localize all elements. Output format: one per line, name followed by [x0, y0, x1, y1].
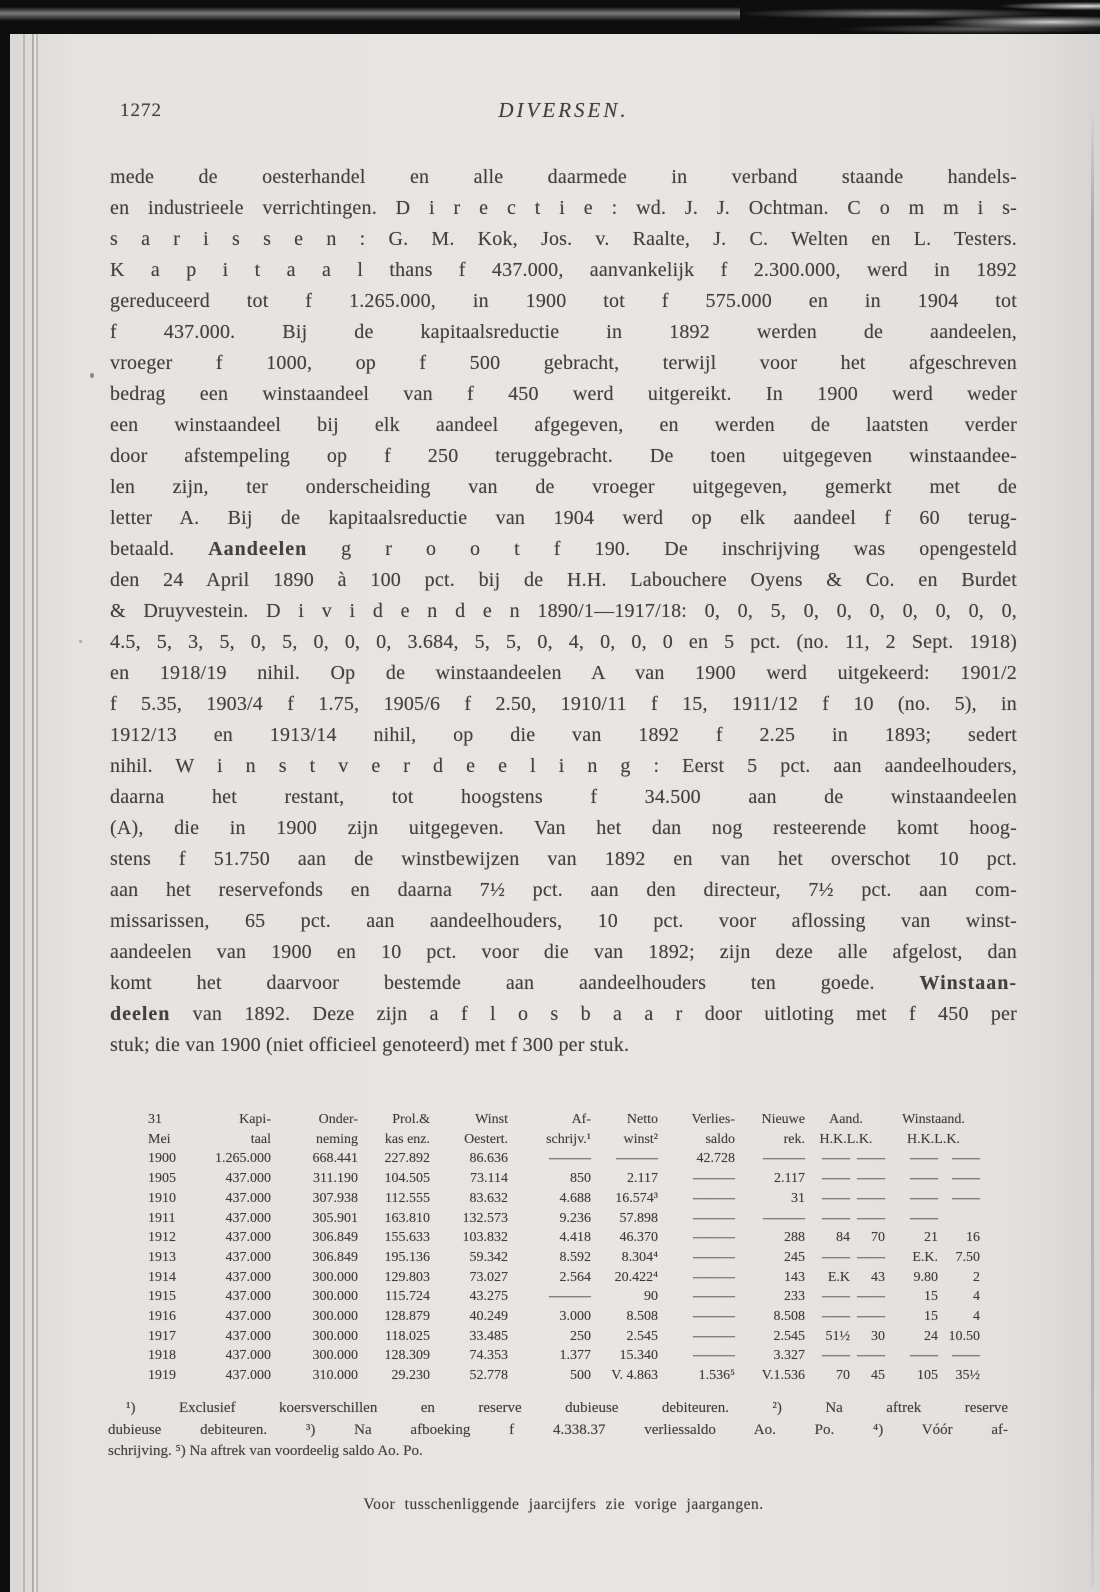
- table-row: [146, 1287, 982, 1307]
- table-cell: 45: [871, 1368, 885, 1384]
- table-cell: 300.000: [312, 1348, 358, 1364]
- table-cell: 437.000: [225, 1309, 271, 1325]
- paragraph-line: [110, 689, 1017, 720]
- table-cell: 4.418: [559, 1230, 591, 1246]
- line-text: mede de oesterhandel en alle daarmede in verband staande handels-: [110, 166, 1017, 188]
- line-text: g r o o t f 190. De inschrijving was opengesteld: [307, 538, 1017, 560]
- paragraph-line: [110, 999, 1017, 1030]
- binding-crease: [23, 34, 49, 1592]
- paragraph-line: [110, 875, 1017, 906]
- table-cell: 20.422⁴: [614, 1269, 658, 1285]
- running-title: DIVERSEN.: [498, 98, 629, 122]
- table-header-cell: Nieuwe: [761, 1112, 805, 1127]
- line-text: letter A. Bij de kapitaalsreductie van 1904 werd op elk aandeel f 60 terug-: [110, 507, 1017, 529]
- table-header-cell: taal: [250, 1131, 271, 1147]
- table-cell: 437.000: [225, 1328, 271, 1344]
- table-cell: 1917: [148, 1328, 176, 1344]
- table-cell: 73.114: [470, 1171, 508, 1187]
- table-header-cell: Aand.: [829, 1112, 863, 1127]
- page-edges-curl-highlights: [690, 0, 1100, 34]
- table-header-cell: neming: [316, 1131, 358, 1147]
- table-cell: ———: [763, 1210, 805, 1226]
- table-cell: ——: [952, 1190, 980, 1206]
- table-header-cell: rek.: [783, 1131, 805, 1147]
- table-cell: ———: [693, 1210, 735, 1226]
- table-cell: ———: [693, 1249, 735, 1265]
- table-cell: 1.265.000: [215, 1151, 271, 1167]
- table-cell: ——: [910, 1171, 938, 1187]
- table-cell: 8.508: [773, 1309, 805, 1325]
- table-cell: 300.000: [312, 1309, 358, 1325]
- table-cell: ——: [952, 1171, 980, 1187]
- scanned-book-page: [10, 34, 1100, 1592]
- table-cell: ——: [822, 1249, 850, 1265]
- table-cell: 70: [836, 1368, 850, 1384]
- table-cell: ———: [693, 1289, 735, 1305]
- table-cell: 1913: [148, 1249, 176, 1265]
- table-cell: 437.000: [225, 1269, 271, 1285]
- table-row: [146, 1366, 982, 1386]
- table-cell: 128.309: [384, 1348, 430, 1364]
- paragraph-line: [110, 1030, 1017, 1061]
- line-text: vroeger f 1000, op f 500 gebracht, terwijl voor het afgeschreven: [110, 352, 1017, 374]
- table-row: [146, 1189, 982, 1209]
- line-text: nihil. W i n s t v e r d e e l i n g : Eerst 5 pct. aan aandeelhouders,: [110, 755, 1017, 777]
- table-row: [146, 1327, 982, 1347]
- table-cell: 437.000: [225, 1249, 271, 1265]
- table-cell: 90: [644, 1289, 658, 1305]
- table-cell: 155.633: [384, 1230, 430, 1246]
- line-text: bedrag een winstaandeel van f 450 werd uitgereikt. In 1900 werd weder: [110, 383, 1017, 405]
- line-bold-text: deelen: [110, 1003, 171, 1025]
- table-header-cell: Winst: [475, 1112, 508, 1127]
- paragraph-line: [110, 782, 1017, 813]
- line-text: missarissen, 65 pct. aan aandeelhouders, 10 pct. voor aflossing van winst-: [110, 910, 1017, 932]
- table-cell: 306.849: [312, 1230, 358, 1246]
- table-cell: ——: [910, 1348, 938, 1364]
- table-cell: ———: [693, 1348, 735, 1364]
- table-cell: 3.327: [773, 1348, 805, 1364]
- table-cell: 103.832: [462, 1230, 508, 1246]
- table-cell: 10.50: [948, 1328, 980, 1344]
- table-header-cell: Kapi-: [239, 1112, 271, 1127]
- table-cell: 24: [924, 1328, 938, 1344]
- footnote-line: ¹) Exclusief koersverschillen en reserve dubieuse debiteuren. ²) Na aftrek reserve: [126, 1400, 1008, 1416]
- table-cell: 15.340: [619, 1348, 658, 1364]
- paragraph-line: [110, 503, 1017, 534]
- table-header-cell: winst²: [623, 1131, 658, 1147]
- table-cell: 668.441: [312, 1151, 358, 1167]
- table-cell: 300.000: [312, 1289, 358, 1305]
- table-cell: 500: [570, 1368, 591, 1384]
- table-header-row: [146, 1130, 982, 1150]
- table-cell: 33.485: [469, 1328, 508, 1344]
- line-text: van 1892. Deze zijn a f l o s b a a r door uitloting met f 450 per: [170, 1003, 1017, 1025]
- table-cell: 245: [784, 1249, 805, 1265]
- paragraph-line: [110, 813, 1017, 844]
- paragraph-line: [110, 627, 1017, 658]
- financial-table: [146, 1110, 982, 1386]
- table-row: [146, 1228, 982, 1248]
- table-cell: 4.688: [559, 1190, 591, 1206]
- table-cell: 57.898: [619, 1210, 658, 1226]
- line-text: en 1918/19 nihil. Op de winstaandeelen A van 1900 werd uitgekeerd: 1901/2: [110, 662, 1017, 684]
- table-row: [146, 1346, 982, 1366]
- line-text: f 5.35, 1903/4 f 1.75, 1905/6 f 2.50, 1910/11 f 15, 1911/12 f 10 (no. 5), in: [110, 693, 1017, 715]
- table-cell: 300.000: [312, 1328, 358, 1344]
- table-header-cell: Prol.&: [392, 1112, 430, 1127]
- paragraph-line: [110, 193, 1017, 224]
- table-cell: 1916: [148, 1309, 176, 1325]
- table-cell: ——: [910, 1151, 938, 1167]
- footnote-line: schrijving. ⁵) Na aftrek van voordeelig saldo Ao. Po.: [108, 1443, 423, 1459]
- table-cell: 195.136: [384, 1249, 430, 1265]
- table-cell: ——: [857, 1348, 885, 1364]
- table-cell: 30: [871, 1328, 885, 1344]
- table-cell: 3.000: [559, 1309, 591, 1325]
- paragraph-line: [110, 410, 1017, 441]
- table-header-cell: Mei: [148, 1131, 171, 1147]
- table-cell: 1900: [148, 1151, 176, 1167]
- line-text: gereduceerd tot f 1.265.000, in 1900 tot f 575.000 en in 1904 tot: [110, 290, 1017, 312]
- line-text: en industrieele verrichtingen. D i r e c t i e : wd. J. J. Ochtman. C o m m i s-: [110, 197, 1017, 219]
- paragraph-line: [110, 937, 1017, 968]
- table-cell: 129.803: [384, 1269, 430, 1285]
- table-header-cell: schrijv.¹: [546, 1131, 591, 1147]
- table-cell: 1914: [148, 1269, 176, 1285]
- table-cell: 7.50: [955, 1249, 980, 1265]
- line-text: komt het daarvoor bestemde aan aandeelhouders ten goede.: [110, 972, 920, 994]
- table-cell: 163.810: [384, 1210, 430, 1226]
- table-cell: 104.505: [384, 1171, 430, 1187]
- table-cell: ——: [822, 1190, 850, 1206]
- paragraph-line: [110, 317, 1017, 348]
- paragraph-line: [110, 162, 1017, 193]
- line-bold-text: Aandeelen: [208, 538, 308, 560]
- table-header-cell: H.K.L.K.: [907, 1131, 960, 1147]
- ink-speck: [79, 640, 82, 643]
- table-cell: 43: [871, 1269, 885, 1285]
- table-cell: 73.027: [469, 1269, 508, 1285]
- table-cell: 115.724: [385, 1289, 430, 1305]
- table-cell: 21: [924, 1230, 938, 1246]
- table-cell: 52.778: [469, 1368, 508, 1384]
- table-cell: 59.342: [469, 1249, 508, 1265]
- continuation-note: Voor tusschenliggende jaarcijfers zie vorige jaargangen.: [363, 1496, 764, 1513]
- line-bold-text: Winstaan-: [919, 972, 1017, 994]
- line-text: 1912/13 en 1913/14 nihil, op die van 1892 f 2.25 in 1893; sedert: [110, 724, 1017, 746]
- table-cell: 2.545: [626, 1328, 658, 1344]
- table-cell: 850: [570, 1171, 591, 1187]
- table-row: [146, 1209, 982, 1229]
- table-cell: 86.636: [469, 1151, 508, 1167]
- line-text: door afstempeling op f 250 teruggebracht. De toen uitgegeven winstaandee-: [110, 445, 1017, 467]
- table-cell: ———: [763, 1151, 805, 1167]
- table-header-cell: Onder-: [318, 1112, 358, 1127]
- table-row: [146, 1248, 982, 1268]
- table-cell: V.1.536: [761, 1368, 805, 1384]
- table-cell: 42.728: [696, 1151, 735, 1167]
- table-cell: ——: [952, 1151, 980, 1167]
- table-cell: 9.80: [913, 1269, 938, 1285]
- table-cell: 437.000: [225, 1289, 271, 1305]
- page-right-edge-line: [1091, 106, 1094, 1586]
- table-cell: 31: [791, 1190, 805, 1206]
- table-cell: 250: [570, 1328, 591, 1344]
- table-cell: ——: [822, 1289, 850, 1305]
- table-cell: 16: [966, 1230, 980, 1246]
- table-cell: ——: [910, 1190, 938, 1206]
- table-cell: 40.249: [469, 1309, 508, 1325]
- table-cell: 16.574³: [615, 1190, 658, 1206]
- table-cell: 51½: [825, 1328, 850, 1344]
- table-header-cell: saldo: [705, 1131, 735, 1147]
- footnotes: [108, 1398, 1008, 1463]
- table-row: [146, 1169, 982, 1189]
- paragraph-line: [110, 968, 1017, 999]
- table-cell: 35½: [955, 1368, 980, 1384]
- table-cell: ——: [822, 1309, 850, 1325]
- line-text: betaald.: [110, 538, 209, 560]
- table-header-cell: kas enz.: [384, 1131, 430, 1147]
- table-cell: ——: [822, 1151, 850, 1167]
- table-cell: ———: [693, 1328, 735, 1344]
- table-cell: 46.370: [619, 1230, 658, 1246]
- paragraph-line: [110, 906, 1017, 937]
- paragraph-line: [110, 565, 1017, 596]
- table-cell: ———: [549, 1289, 591, 1305]
- paragraph-line: [110, 441, 1017, 472]
- line-text: daarna het restant, tot hoogstens f 34.500 aan de winstaandeelen: [110, 786, 1017, 808]
- table-cell: E.K: [827, 1269, 850, 1285]
- ink-speck: [90, 373, 94, 378]
- table-cell: ———: [693, 1190, 735, 1206]
- scan-light-streak: [0, 7, 740, 21]
- table-cell: 1.377: [559, 1348, 591, 1364]
- table-cell: 132.573: [462, 1210, 508, 1226]
- table-cell: V. 4.863: [611, 1368, 658, 1384]
- table-cell: 43.275: [469, 1289, 508, 1305]
- table-cell: 437.000: [225, 1190, 271, 1206]
- table-cell: 311.190: [313, 1171, 358, 1187]
- table-cell: 233: [784, 1289, 805, 1305]
- table-cell: 84: [836, 1230, 850, 1246]
- table-cell: ——: [822, 1348, 850, 1364]
- table-row: [146, 1268, 982, 1288]
- table-cell: 70: [871, 1230, 885, 1246]
- table-cell: ——: [857, 1171, 885, 1187]
- table-header-row: [146, 1110, 982, 1130]
- table-cell: ———: [693, 1309, 735, 1325]
- table-cell: 2.117: [627, 1171, 658, 1187]
- table-cell: 9.236: [559, 1210, 591, 1226]
- table-row: [146, 1307, 982, 1327]
- footnote-line: dubieuse debiteuren. ³) Na afboeking f 4.338.37 verliessaldo Ao. Po. ⁴) Vóór af-: [108, 1421, 1008, 1438]
- table-cell: 4: [973, 1309, 980, 1325]
- line-text: aandeelen van 1900 en 10 pct. voor die van 1892; zijn deze alle afgelost, dan: [110, 941, 1017, 963]
- table-cell: 83.632: [469, 1190, 508, 1206]
- paragraph-line: [110, 472, 1017, 503]
- paragraph-line: [110, 379, 1017, 410]
- table-cell: 1912: [148, 1230, 176, 1246]
- paragraph-line: [110, 720, 1017, 751]
- table-cell: ——: [857, 1249, 885, 1265]
- table-row: [146, 1149, 982, 1169]
- table-cell: ———: [693, 1230, 735, 1246]
- paragraph-line: [110, 348, 1017, 379]
- table-cell: ———: [549, 1151, 591, 1167]
- line-text: 4.5, 5, 3, 5, 0, 5, 0, 0, 0, 3.684, 5, 5, 0, 4, 0, 0, 0 en 5 pct. (no. 11, 2 Sept. 1918): [110, 631, 1017, 653]
- table-cell: 105: [917, 1368, 938, 1384]
- table-cell: ——: [857, 1289, 885, 1305]
- table-cell: 118.025: [385, 1328, 430, 1344]
- page-header: [110, 98, 1017, 128]
- table-cell: 143: [784, 1269, 805, 1285]
- table-header-cell: Netto: [626, 1112, 658, 1127]
- paragraph-line: [110, 844, 1017, 875]
- table-cell: ——: [857, 1190, 885, 1206]
- paragraph-line: [110, 596, 1017, 627]
- line-text: f 437.000. Bij de kapitaalsreductie in 1892 werden de aandeelen,: [110, 321, 1017, 343]
- table-cell: ———: [693, 1171, 735, 1187]
- table-cell: 437.000: [225, 1171, 271, 1187]
- table-cell: E.K.: [912, 1249, 938, 1265]
- body-paragraph: [110, 162, 1017, 1061]
- table-header-cell: Winstaand.: [902, 1112, 965, 1127]
- table-cell: 1918: [148, 1348, 176, 1364]
- table-cell: ——: [857, 1309, 885, 1325]
- table-cell: 8.304⁴: [621, 1249, 658, 1265]
- table-cell: 29.230: [391, 1368, 430, 1384]
- table-cell: 112.555: [385, 1190, 430, 1206]
- table-cell: 2.564: [559, 1269, 591, 1285]
- table-cell: 307.938: [312, 1190, 358, 1206]
- paragraph-line: [110, 534, 1017, 565]
- line-text: & Druyvestein. D i v i d e n d e n 1890/1—1917/18: 0, 0, 5, 0, 0, 0, 0, 0, 0, 0,: [110, 600, 1017, 622]
- table-cell: 8.592: [559, 1249, 591, 1265]
- table-cell: 437.000: [225, 1210, 271, 1226]
- paragraph-line: [110, 255, 1017, 286]
- table-cell: ——: [822, 1171, 850, 1187]
- table-cell: 310.000: [312, 1368, 358, 1384]
- table-cell: ———: [616, 1151, 658, 1167]
- line-text: K a p i t a a l thans f 437.000, aanvankelijk f 2.300.000, werd in 1892: [110, 259, 1017, 281]
- table-cell: 2: [973, 1269, 980, 1285]
- table-cell: 227.892: [384, 1151, 430, 1167]
- table-cell: 1919: [148, 1368, 176, 1384]
- table-cell: 1915: [148, 1289, 176, 1305]
- table-cell: 305.901: [312, 1210, 358, 1226]
- table-cell: 1911: [148, 1210, 176, 1226]
- table-header-cell: H.K.L.K.: [819, 1131, 873, 1147]
- table-cell: 1910: [148, 1190, 176, 1206]
- table-cell: 437.000: [225, 1348, 271, 1364]
- table-cell: ——: [857, 1210, 885, 1226]
- table-cell: ——: [857, 1151, 885, 1167]
- table-cell: 8.508: [626, 1309, 658, 1325]
- line-text: len zijn, ter onderscheiding van de vroeger uitgegeven, gemerkt met de: [110, 476, 1017, 498]
- table-cell: 15: [924, 1289, 938, 1305]
- table-cell: 1905: [148, 1171, 176, 1187]
- table-cell: 128.879: [384, 1309, 430, 1325]
- paragraph-line: [110, 286, 1017, 317]
- paragraph-line: [110, 658, 1017, 689]
- table-cell: 1.536⁵: [698, 1368, 735, 1384]
- line-text: (A), die in 1900 zijn uitgegeven. Van het dan nog resteerende komt hoog-: [110, 817, 1017, 839]
- table-cell: ——: [910, 1210, 938, 1226]
- table-cell: ——: [822, 1210, 850, 1226]
- line-text: den 24 April 1890 à 100 pct. bij de H.H. Labouchere Oyens & Co. en Burdet: [110, 569, 1017, 591]
- table-cell: 288: [784, 1230, 805, 1246]
- table-cell: 2.117: [774, 1171, 805, 1187]
- line-text: stuk; die van 1900 (niet officieel genoteerd) met f 300 per stuk.: [110, 1034, 630, 1056]
- table-cell: ———: [693, 1269, 735, 1285]
- table-header-cell: Oestert.: [464, 1131, 508, 1147]
- table-cell: ——: [952, 1348, 980, 1364]
- line-text: stens f 51.750 aan de winstbewijzen van 1892 en van het overschot 10 pct.: [110, 848, 1017, 870]
- paragraph-line: [110, 751, 1017, 782]
- table-cell: 437.000: [225, 1230, 271, 1246]
- table-header-cell: 31: [148, 1112, 162, 1127]
- table-cell: 2.545: [773, 1328, 805, 1344]
- table-cell: 4: [973, 1289, 980, 1305]
- table-cell: 74.353: [469, 1348, 508, 1364]
- table-header-cell: Af-: [571, 1112, 591, 1127]
- table-cell: 300.000: [312, 1269, 358, 1285]
- table-cell: 15: [924, 1309, 938, 1325]
- table-cell: 437.000: [225, 1368, 271, 1384]
- paragraph-line: [110, 224, 1017, 255]
- table-cell: 306.849: [312, 1249, 358, 1265]
- line-text: s a r i s s e n : G. M. Kok, Jos. v. Raalte, J. C. Welten en L. Testers.: [110, 228, 1017, 250]
- table-cell: [940, 1209, 982, 1229]
- table-header-cell: Verlies-: [691, 1112, 735, 1127]
- line-text: aan het reservefonds en daarna 7½ pct. aan den directeur, 7½ pct. aan com-: [110, 879, 1017, 901]
- page-number: 1272: [120, 100, 162, 121]
- line-text: een winstaandeel bij elk aandeel afgegeven, en werden de laatsten verder: [110, 414, 1017, 436]
